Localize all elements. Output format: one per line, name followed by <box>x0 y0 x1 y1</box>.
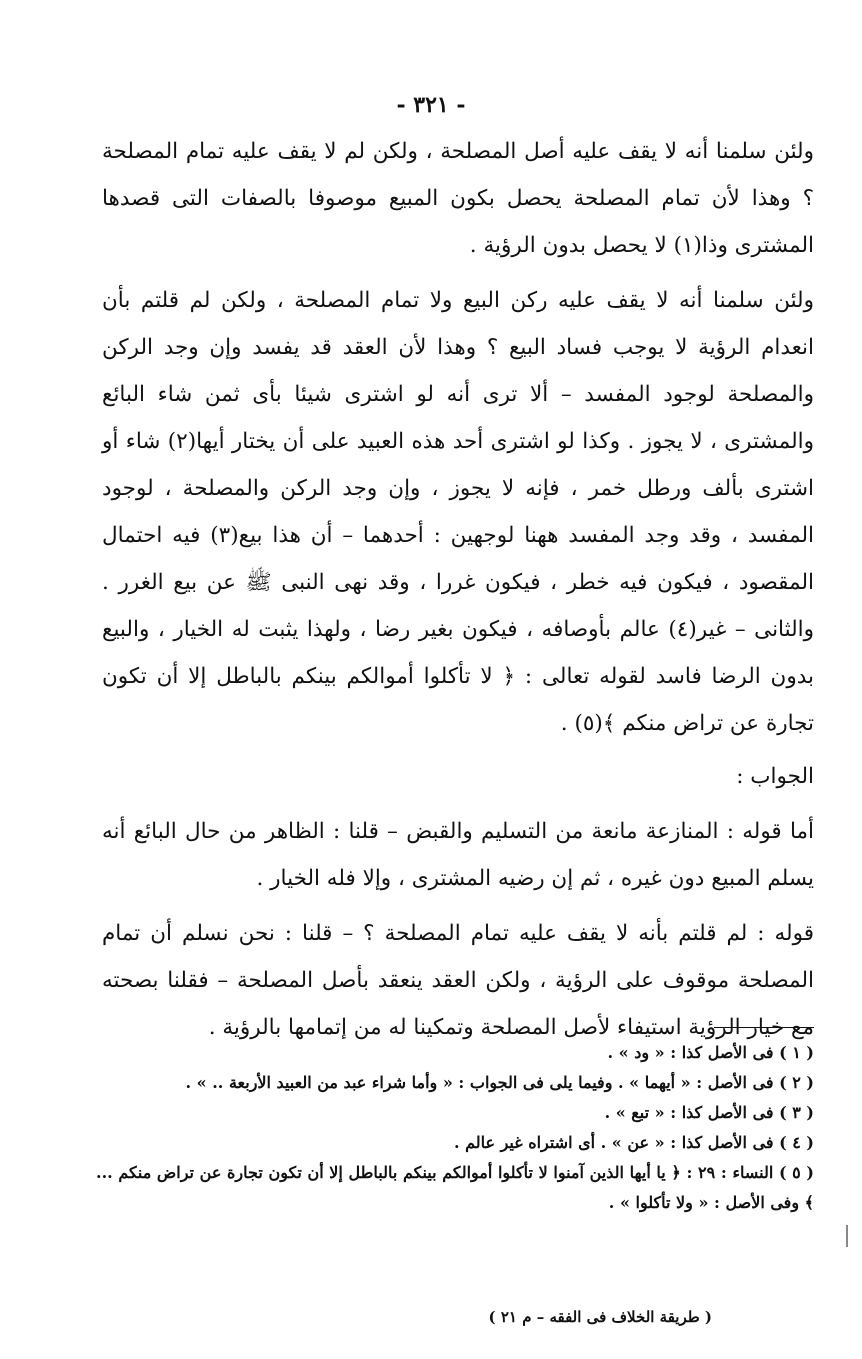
book-footer: ( طريقة الخلاف فى الفقه – م ٢١ ) <box>488 1308 712 1326</box>
section-heading: الجواب : <box>736 764 814 789</box>
footnote: ( ٣ ) فى الأصل كذا : « تبع » . <box>604 1103 814 1122</box>
footnote: ( ٥ ) النساء : ٢٩ : ﴿ يا أيها الذين آمنوا لا تأكلوا أموالكم بينكم بالباطل إلا أن تكون تجارة عن تراض منكم ... ﴾ وفى الأصل : « ولا تأكلوا » . <box>96 1163 814 1212</box>
footnotes <box>96 1038 814 1218</box>
paragraph: ولئن سلمنا أنه لا يقف عليه أصل المصلحة ، ولكن لم لا يقف عليه تمام المصلحة ؟ وهذا لأن تمام المصلحة يحصل بكون المبيع موصوفا بالصفات التى قصدها المشترى وذا(١) لا يحصل بدون الرؤية . <box>102 139 814 258</box>
footnote: ( ٤ ) فى الأصل كذا : « عن » . أى اشتراه غير عالم . <box>453 1133 814 1152</box>
footnote-separator <box>714 1027 814 1028</box>
scan-mark <box>846 1225 848 1247</box>
main-text <box>102 128 814 1051</box>
footnote: ( ٢ ) فى الأصل : « أيهما » . وفيما يلى فى الجواب : « وأما شراء عبد من العبيد الأربعة .. » . <box>185 1073 814 1092</box>
paragraph: قوله : لم قلتم بأنه لا يقف عليه تمام المصلحة ؟ – قلنا : نحن نسلم أن تمام المصلحة موقوف على الرؤية ، ولكن العقد ينعقد بأصل المصلحة – فقلنا بصحته مع خيار الرؤية استيفاء لأصل المصلحة وتمكينا له من إتمامها بالرؤية . <box>102 921 814 1040</box>
paragraph: ولئن سلمنا أنه لا يقف عليه ركن البيع ولا تمام المصلحة ، ولكن لم قلتم بأن انعدام الرؤية لا يوجب فساد البيع ؟ وهذا لأن العقد قد يفسد وإن وجد الركن والمصلحة لوجود المفسد – ألا ترى أنه لو اشترى شيئا بأى ثمن شاء البائع والمشترى ، لا يجوز . وكذا لو اشترى أحد هذه العبيد على أن يختار أيها(٢) شاء أو اشترى بألف ورطل خمر ، فإنه لا يجوز ، وإن وجد الركن والمصلحة ، لوجود المفسد ، وقد وجد المفسد ههنا لوجهين : أحدهما – أن هذا بيع(٣) فيه احتمال المقصود ، فيكون فيه خطر ، فيكون غررا ، وقد نهى النبى ﷺ عن بيع الغرر . والثانى – غير(٤) عالم بأوصافه ، فيكون بغير رضا ، ولهذا يثبت له الخيار ، والبيع بدون الرضا فاسد لقوله تعالى : ﴿ لا تأكلوا أموالكم بينكم بالباطل إلا أن تكون تجارة عن تراض منكم ﴾(٥) . <box>102 288 815 736</box>
footnote: ( ١ ) فى الأصل كذا : « ود » . <box>607 1043 814 1062</box>
paragraph: أما قوله : المنازعة مانعة من التسليم والقبض – قلنا : الظاهر من حال البائع أنه يسلم المبيع دون غيره ، ثم إن رضيه المشترى ، وإلا فله الخيار . <box>102 819 814 891</box>
page-number: - ٣٢١ - <box>396 92 466 118</box>
